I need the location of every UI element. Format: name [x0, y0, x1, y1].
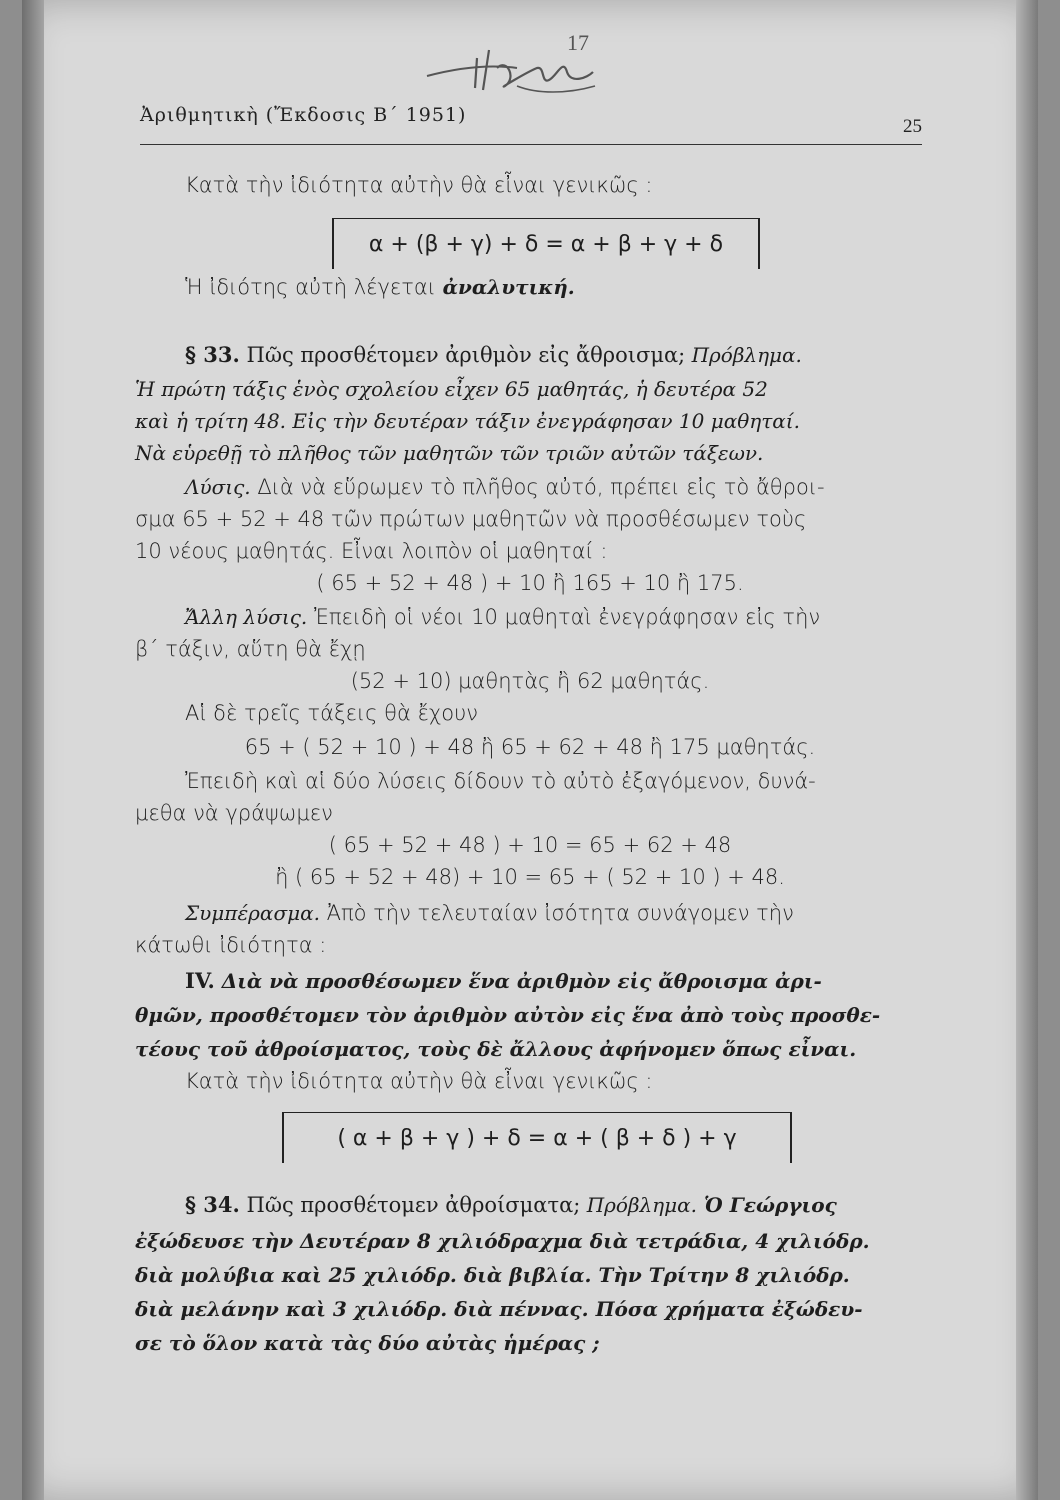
text-line: 10 νέους μαθητάς. Εἶναι λοιπὸν οἱ μαθηταί : [135, 539, 608, 563]
section-33-heading [185, 340, 975, 370]
section-34-heading: § 34. Πῶς προσθέτομεν ἀθροίσματα; Πρόβλημα. Ὁ Γεώργιος [185, 1192, 837, 1217]
formula-box-2 [282, 1112, 792, 1163]
rule-line: IV. Διὰ νὰ προσθέσωμεν ἕνα ἀριθμὸν εἰς ἄθροισμα ἀρι- [185, 968, 822, 993]
text-line: Ἐπειδὴ καὶ αἱ δύο λύσεις δίδουν τὸ αὐτὸ ἐξαγόμενον, δυνά- [185, 769, 816, 793]
equation-1: ( 65 + 52 + 48 ) + 10 ἢ 165 + 10 ἢ 175. [316, 571, 744, 595]
formula-box-1 [332, 218, 760, 269]
rule-text: τέους τοῦ ἀθροίσματος, τοὺς δὲ ἄλλους ἀφήνομεν ὅπως εἶναι. [135, 1037, 857, 1061]
problem-text: καὶ ἡ τρίτη 48. Εἰς τὴν δευτέραν τάξιν ἐνεγράφησαν 10 μαθηταί. [135, 409, 801, 433]
text-line: σμα 65 + 52 + 48 τῶν πρώτων μαθητῶν νὰ προσθέσωμεν τοὺς [135, 507, 807, 531]
problem-label: Πρόβλημα. [685, 343, 802, 367]
problem-text: Ἡ πρώτη τάξις ἑνὸς σχολείου εἶχεν 65 μαθητάς, ἡ δευτέρα 52 [135, 377, 768, 401]
section-number: § 33. [185, 342, 240, 367]
solution-label: Λύσις. [185, 475, 251, 499]
problem-text: σε τὸ ὅλον κατὰ τὰς δύο αὐτὰς ἡμέρας ; [135, 1331, 600, 1355]
signature-note: 17 [567, 30, 589, 55]
equation-2: (52 + 10) μαθητὰς ἢ 62 μαθητάς. [350, 669, 710, 693]
solution-line: Λύσις. Διὰ νὰ εὕρωμεν τὸ πλῆθος αὐτό, πρέπει εἰς τὸ ἄθροι- [185, 475, 825, 499]
problem-text: Νὰ εὑρεθῇ τὸ πλῆθος τῶν μαθητῶν τῶν τριῶν αὐτῶν τάξεων. [135, 441, 764, 465]
section-title: Πῶς προσθέτομεν ἀριθμὸν εἰς ἄθροισμα; [239, 343, 686, 367]
conclusion-label: Συμπέρασμα. [185, 901, 320, 925]
conclusion-line: Συμπέρασμα. Ἀπὸ τὴν τελευταίαν ἰσότητα συνάγομεν τὴν [185, 901, 794, 925]
text-line: Κατὰ τὴν ἰδιότητα αὐτὴν θὰ εἶναι γενικῶς : [185, 1069, 653, 1093]
formula-2: ( α + β + γ ) + δ = α + ( β + δ ) + γ [337, 1125, 737, 1151]
page-number: 25 [903, 116, 922, 137]
equation-5: ἢ ( 65 + 52 + 48) + 10 = 65 + ( 52 + 10 ) + 48. [275, 865, 785, 889]
rule-text: θμῶν, προσθέτομεν τὸν ἀριθμὸν αὐτὸν εἰς ἕνα ἀπὸ τοὺς προσθε- [135, 1003, 881, 1027]
problem-text: διὰ μελάνην καὶ 3 χιλιόδρ. διὰ πέννας. Πόσα χρήματα ἐξώδευ- [135, 1297, 863, 1321]
text-line: Κατὰ τὴν ἰδιότητα αὐτὴν θὰ εἶναι γενικῶς : [185, 173, 653, 197]
alt-solution-line: Ἄλλη λύσις. Ἐπειδὴ οἱ νέοι 10 μαθηταὶ ἐνεγράφησαν εἰς τὴν [185, 605, 821, 629]
problem-label: Πρόβλημα. [580, 1193, 698, 1217]
handwritten-signature [417, 28, 607, 100]
alt-solution-label: Ἄλλη λύσις. [185, 605, 308, 629]
rule-number: IV. [185, 968, 215, 993]
term-analytic: ἀναλυτική. [442, 275, 575, 299]
section-title: Πῶς προσθέτομεν ἀθροίσματα; [239, 1193, 581, 1217]
equation-3: 65 + ( 52 + 10 ) + 48 ἢ 65 + 62 + 48 ἢ 175 μαθητάς. [244, 735, 816, 759]
equation-4: ( 65 + 52 + 48 ) + 10 = 65 + 62 + 48 [328, 833, 732, 857]
page-edge-left [22, 0, 44, 1500]
problem-text: διὰ μολύβια καὶ 25 χιλιόδρ. διὰ βιβλία. Τὴν Τρίτην 8 χιλιόδρ. [135, 1263, 850, 1287]
text-line: κάτωθι ἰδιότητα : [135, 933, 327, 957]
text-line: Αἱ δὲ τρεῖς τάξεις θὰ ἔχουν [185, 701, 479, 725]
running-title: Ἀριθμητικὴ (Ἔκδοσις Β΄ 1951) [140, 104, 467, 126]
page-header [140, 104, 922, 145]
text-line: μεθα νὰ γράψωμεν [135, 801, 333, 825]
text-line: β΄ τάξιν, αὕτη θὰ ἔχῃ [135, 637, 366, 661]
problem-text: ἐξώδευσε τὴν Δευτέραν 8 χιλιόδραχμα διὰ τετράδια, 4 χιλιόδρ. [135, 1229, 870, 1253]
page-edge-right [1016, 0, 1038, 1500]
formula-1: α + (β + γ) + δ = α + β + γ + δ [368, 231, 724, 257]
text-line: Ἡ ἰδιότης αὐτὴ λέγεται ἀναλυτική. [185, 275, 575, 299]
section-number: § 34. [185, 1192, 240, 1217]
